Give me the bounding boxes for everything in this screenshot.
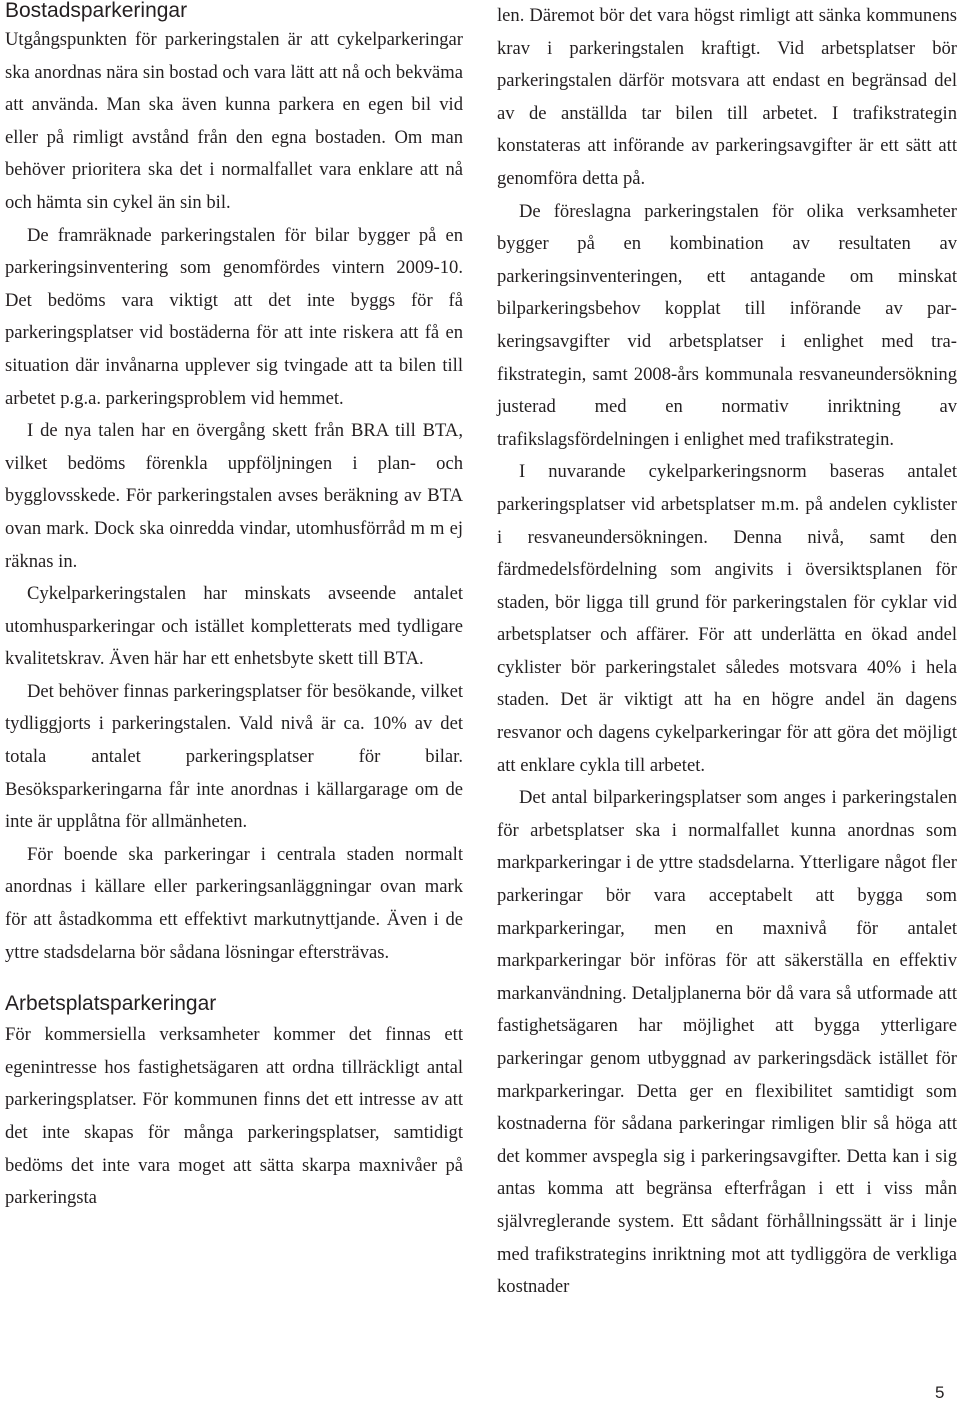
paragraph: len. Däremot bör det vara högst rimligt att sänka kommunens krav i parkeringstalen kraftigt. Vid arbetsplatser bör parkeringstalen därför motsvara att endast en begränsad del av de anställda tar bilen till arbetet. I trafikstrategin konstateras att införande av parkeringsavgifter är ett sätt att genomföra detta på. (497, 5, 957, 189)
left-column (5, 0, 463, 1215)
paragraph: För kommersiella verksamheter kommer det finnas ett egenintresse hos fastighetsägaren att ordna tillräckligt antal parkeringsplatser. För kommunen finns det ett intresse av att det inte skapas för många parkeringsplatser, samtidigt bedöms det inte vara moget att sätta skarpa maxnivåer på parkeringsta (5, 1024, 463, 1209)
page-number: 5 (935, 1383, 945, 1402)
paragraph: Cykelparkeringstalen har minskats avseende antalet utomhusparkeringar och istället kompletterats med tydligare kvalitetskrav. Även här har ett enhetsbyte skett till BTA. (5, 583, 463, 670)
paragraph: I de nya talen har en övergång skett från BRA till BTA, vilket bedöms förenkla uppföljningen i plan- och bygglovsskede. För parkeringstalen avses beräkning av BTA ovan mark. Dock ska oinredda vindar, utomhusförråd m m ej räknas in. (5, 420, 463, 572)
paragraph: För boende ska parkeringar i centrala staden normalt anordnas i källare eller parkeringsanläggningar ovan mark för att åstadkomma ett effektivt markutnyttjande. Även i de yttre stadsdelarna bör sådana lösningar eftersträvas. (5, 843, 463, 963)
paragraph: Utgångspunkten för parkeringstalen är att cykelparkeringar ska anordnas nära sin bostad och vara lätt att nå och bekväma att använda. Man ska även kunna parkera en egen bil vid eller på rimligt avstånd från den egna bostaden. Om man behöver prioritera ska det i normalfallet vara enklare att nå och hämta sin cykel än sin bil. (5, 29, 463, 213)
section-heading-bostadsparkeringar: Bostadsparkeringar (5, 0, 188, 22)
paragraph: Det behöver finnas parkeringsplatser för besökande, vilket tydliggjorts i parkeringstalen. Vald nivå är ca. 10% av det totala antalet parkeringsplatser för bilar. Besöksparkeringarna får inte anordnas i källargarage om de inte är upplåtna för allmänheten. (5, 680, 463, 833)
right-column (497, 0, 957, 1304)
section-heading-arbetsplatsparkeringar: Arbetsplatsparkeringar (5, 992, 217, 1016)
paragraph: De föreslagna parkeringstalen för olika verksamheter bygger på en kombination av resultaten av parkeringsinventeringen, ett antagande om minskat bilparkeringsbehov kopplat till införande av parkeringsavgifter vid arbetsplatser i enlighet med trafikstrategin, samt 2008-års kommunala resvaneundersökning justerad med en normativ inriktning av trafikslagsfördelningen i enlighet med trafikstrategin. (497, 200, 957, 450)
paragraph: I nuvarande cykelparkeringsnorm baseras antalet parkeringsplatser vid arbetsplatser m.m. på andelen cyklister i resvaneundersökningen. Denna nivå, samt den färdmedelsfördelning som angivits i översiktsplanen för staden, bör ligga till grund för parkeringstalen för cyklar vid arbetsplatser och affärer. För att underlätta en ökad andel cyklister bör parkeringstalet således motsvara 40% i hela staden. Det är viktigt att ha en högre andel än dagens resvanor och dagens cykelparkeringar för att göra det möjligt att enklare cykla till arbetet. (497, 461, 957, 776)
paragraph: Det antal bilparkeringsplatser som anges i parkeringstalen för arbetsplatser ska i normalfallet kunna anordnas som markparkeringar i de yttre stadsdelarna. Ytterligare något fler parkeringar bör vara acceptabelt att bygga som markparkeringar, men en maxnivå för antalet markparkeringar bör införas för att säkerställa en effektiv markanvändning. Detaljplanerna bör då vara så utformade att fastighetsägaren har möjlighet att bygga ytterligare parkeringar genom utbyggnad av parkeringsdäck istället för markparkeringar. Detta ger en flexibilitet samtidigt som kostnaderna för sådana parkeringar rimligen blir så höga att det kommer avspegla sig i parkeringsavgifter. Detta kan i sig antas komma att begränsa efterfrågan i ett i viss mån självreglerande system. Ett sådant förhållningssätt är i linje med trafikstrategins inriktning mot att tydliggöra de verkliga kostnader (497, 787, 957, 1298)
paragraph: De framräknade parkeringstalen för bilar bygger på en parkeringsinventering som genomfördes vintern 2009-10. Det bedöms vara viktigt att det inte byggs för få parkeringsplatser vid bostäderna för att inte riskera att få en situation där invånarna upplever sig tvingade att ta bilen till arbetet p.g.a. parkeringsproblem vid hemmet. (5, 224, 463, 409)
